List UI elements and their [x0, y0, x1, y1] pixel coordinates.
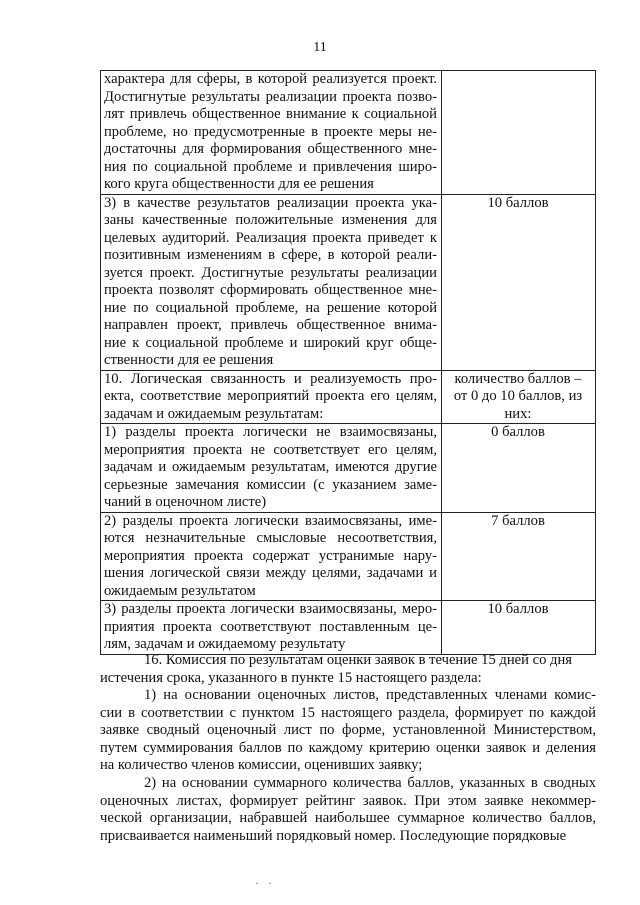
- score-line: 10 баллов: [487, 601, 549, 617]
- description-line: лям, задачам и ожидаемому результату: [104, 636, 346, 652]
- paragraph-line: ческой организации, набравшей наибольшее суммарное количество баллов,: [100, 810, 596, 826]
- paragraph-line: 1) на основании оценочных листов, представленных членами комис-: [144, 687, 596, 703]
- criterion-description: [101, 370, 442, 424]
- page-number: 11: [313, 40, 327, 55]
- description-line: 2) разделы проекта логически взаимосвязаны, име-: [104, 512, 437, 529]
- table-row: [101, 601, 596, 655]
- paragraph-line: заявке сводный оценочный лист по форме, установленной Министерством,: [100, 722, 596, 738]
- criterion-description: [101, 424, 442, 513]
- description-line: целевых аудиторий. Реализация проекта приведет к: [104, 229, 437, 246]
- paragraph-line: сии в соответствии с пунктом 15 настоящего раздела, формирует по каждой: [100, 704, 596, 721]
- description-line: зуется проект. Достигнутые результаты реализации: [104, 264, 437, 281]
- description-line: 10. Логическая связанность и реализуемость про-: [104, 370, 437, 387]
- description-line: серьезные замечания комиссии (с указанием заме-: [104, 476, 437, 493]
- description-line: ожидаемым результатом: [104, 582, 256, 599]
- criterion-score: [442, 512, 596, 601]
- criterion-description: [101, 601, 442, 655]
- score-line: них:: [504, 405, 532, 422]
- criterion-score: [442, 370, 596, 424]
- description-line: направлен проект, привлечь общественное внима-: [104, 317, 437, 333]
- score-line: количество баллов –: [454, 370, 582, 387]
- description-line: шения логической связи между целями, задачами и: [104, 565, 437, 581]
- score-line: 0 баллов: [491, 424, 545, 440]
- criterion-score: [442, 194, 596, 370]
- paragraph-line: 2) на основании суммарного количества баллов, указанных в сводных: [144, 775, 596, 791]
- description-line: заны качественные положительные изменения для: [104, 212, 437, 228]
- description-line: лят привлечь общественное внимание к социальной: [104, 106, 437, 122]
- description-line: позитивным изменениям в сфере, в которой реали-: [104, 247, 437, 263]
- scan-artifact: · ·: [255, 876, 275, 890]
- description-line: ния по социальной проблеме и привлечения широ-: [104, 158, 437, 175]
- criterion-score: [442, 601, 596, 655]
- description-line: проблеме, но предусмотренные в проекте меры не-: [104, 123, 437, 140]
- description-line: ются незначительные смысловые несоответствия,: [104, 530, 437, 546]
- criterion-description: [101, 512, 442, 601]
- paragraph-16-item-2: [100, 775, 596, 845]
- paragraph-16: [100, 652, 596, 687]
- description-line: 3) в качестве результатов реализации проекта ука-: [104, 194, 437, 211]
- description-line: кого круга общественности для ее решения: [104, 176, 374, 192]
- criterion-description: [101, 71, 442, 195]
- table-row: [101, 370, 596, 424]
- paragraph-16-item-1: [100, 687, 596, 775]
- paragraph-line: 16. Комиссия по результатам оценки заявок в течение 15 дней со дня: [144, 652, 572, 668]
- description-line: проекта позволят сформировать общественное мне-: [104, 282, 437, 298]
- paragraph-line: на количество членов комиссии, оценивших заявку;: [100, 757, 423, 773]
- paragraph-line: истечения срока, указанного в пункте 15 настоящего раздела:: [100, 669, 482, 686]
- description-line: ние по социальной проблеме, на решение которой: [104, 299, 437, 316]
- description-line: достаточны для формирования общественного мне-: [104, 141, 437, 157]
- description-line: Достигнутые результаты реализации проекта позво-: [104, 88, 437, 105]
- score-line: 7 баллов: [491, 512, 545, 529]
- paragraph-line: оценочных листах, формирует рейтинг заявок. При этом заявке некоммер-: [100, 792, 596, 809]
- score-line: от 0 до 10 баллов, из: [453, 388, 583, 404]
- description-line: ние к социальной проблеме и широкий круг обще-: [104, 334, 437, 351]
- table-row: [101, 512, 596, 601]
- table-row: [101, 424, 596, 513]
- description-line: 1) разделы проекта логически не взаимосвязаны,: [104, 424, 437, 440]
- criterion-score: [442, 424, 596, 513]
- description-line: приятия проекта соответствуют поставленным це-: [104, 618, 437, 635]
- description-line: мероприятия проекта не соответствует его целям,: [104, 441, 437, 458]
- paragraph-line: присваивается наименьший порядковый номер. Последующие порядковые: [100, 827, 567, 844]
- description-line: мероприятия проекта содержат устранимые нару-: [104, 547, 437, 564]
- criterion-score: [442, 71, 596, 195]
- table-row: [101, 71, 596, 195]
- description-line: 3) разделы проекта логически взаимосвязаны, меро-: [104, 601, 437, 617]
- description-line: характера для сферы, в которой реализуется проект.: [104, 71, 437, 87]
- score-line: 10 баллов: [487, 194, 549, 211]
- paragraph-line: путем суммирования баллов по каждому критерию оценки заявок и деления: [100, 739, 596, 756]
- description-line: ственности для ее решения: [104, 352, 274, 368]
- description-line: задачам и ожидаемым результатам:: [104, 405, 324, 422]
- description-line: задачам и ожидаемым результатам, имеются другие: [104, 459, 437, 475]
- criterion-description: [101, 194, 442, 370]
- description-line: екта, соответствие мероприятий проекта его целям,: [104, 388, 437, 404]
- description-line: чаний в оценочном листе): [104, 494, 267, 510]
- criteria-table: [100, 70, 596, 655]
- table-row: [101, 194, 596, 370]
